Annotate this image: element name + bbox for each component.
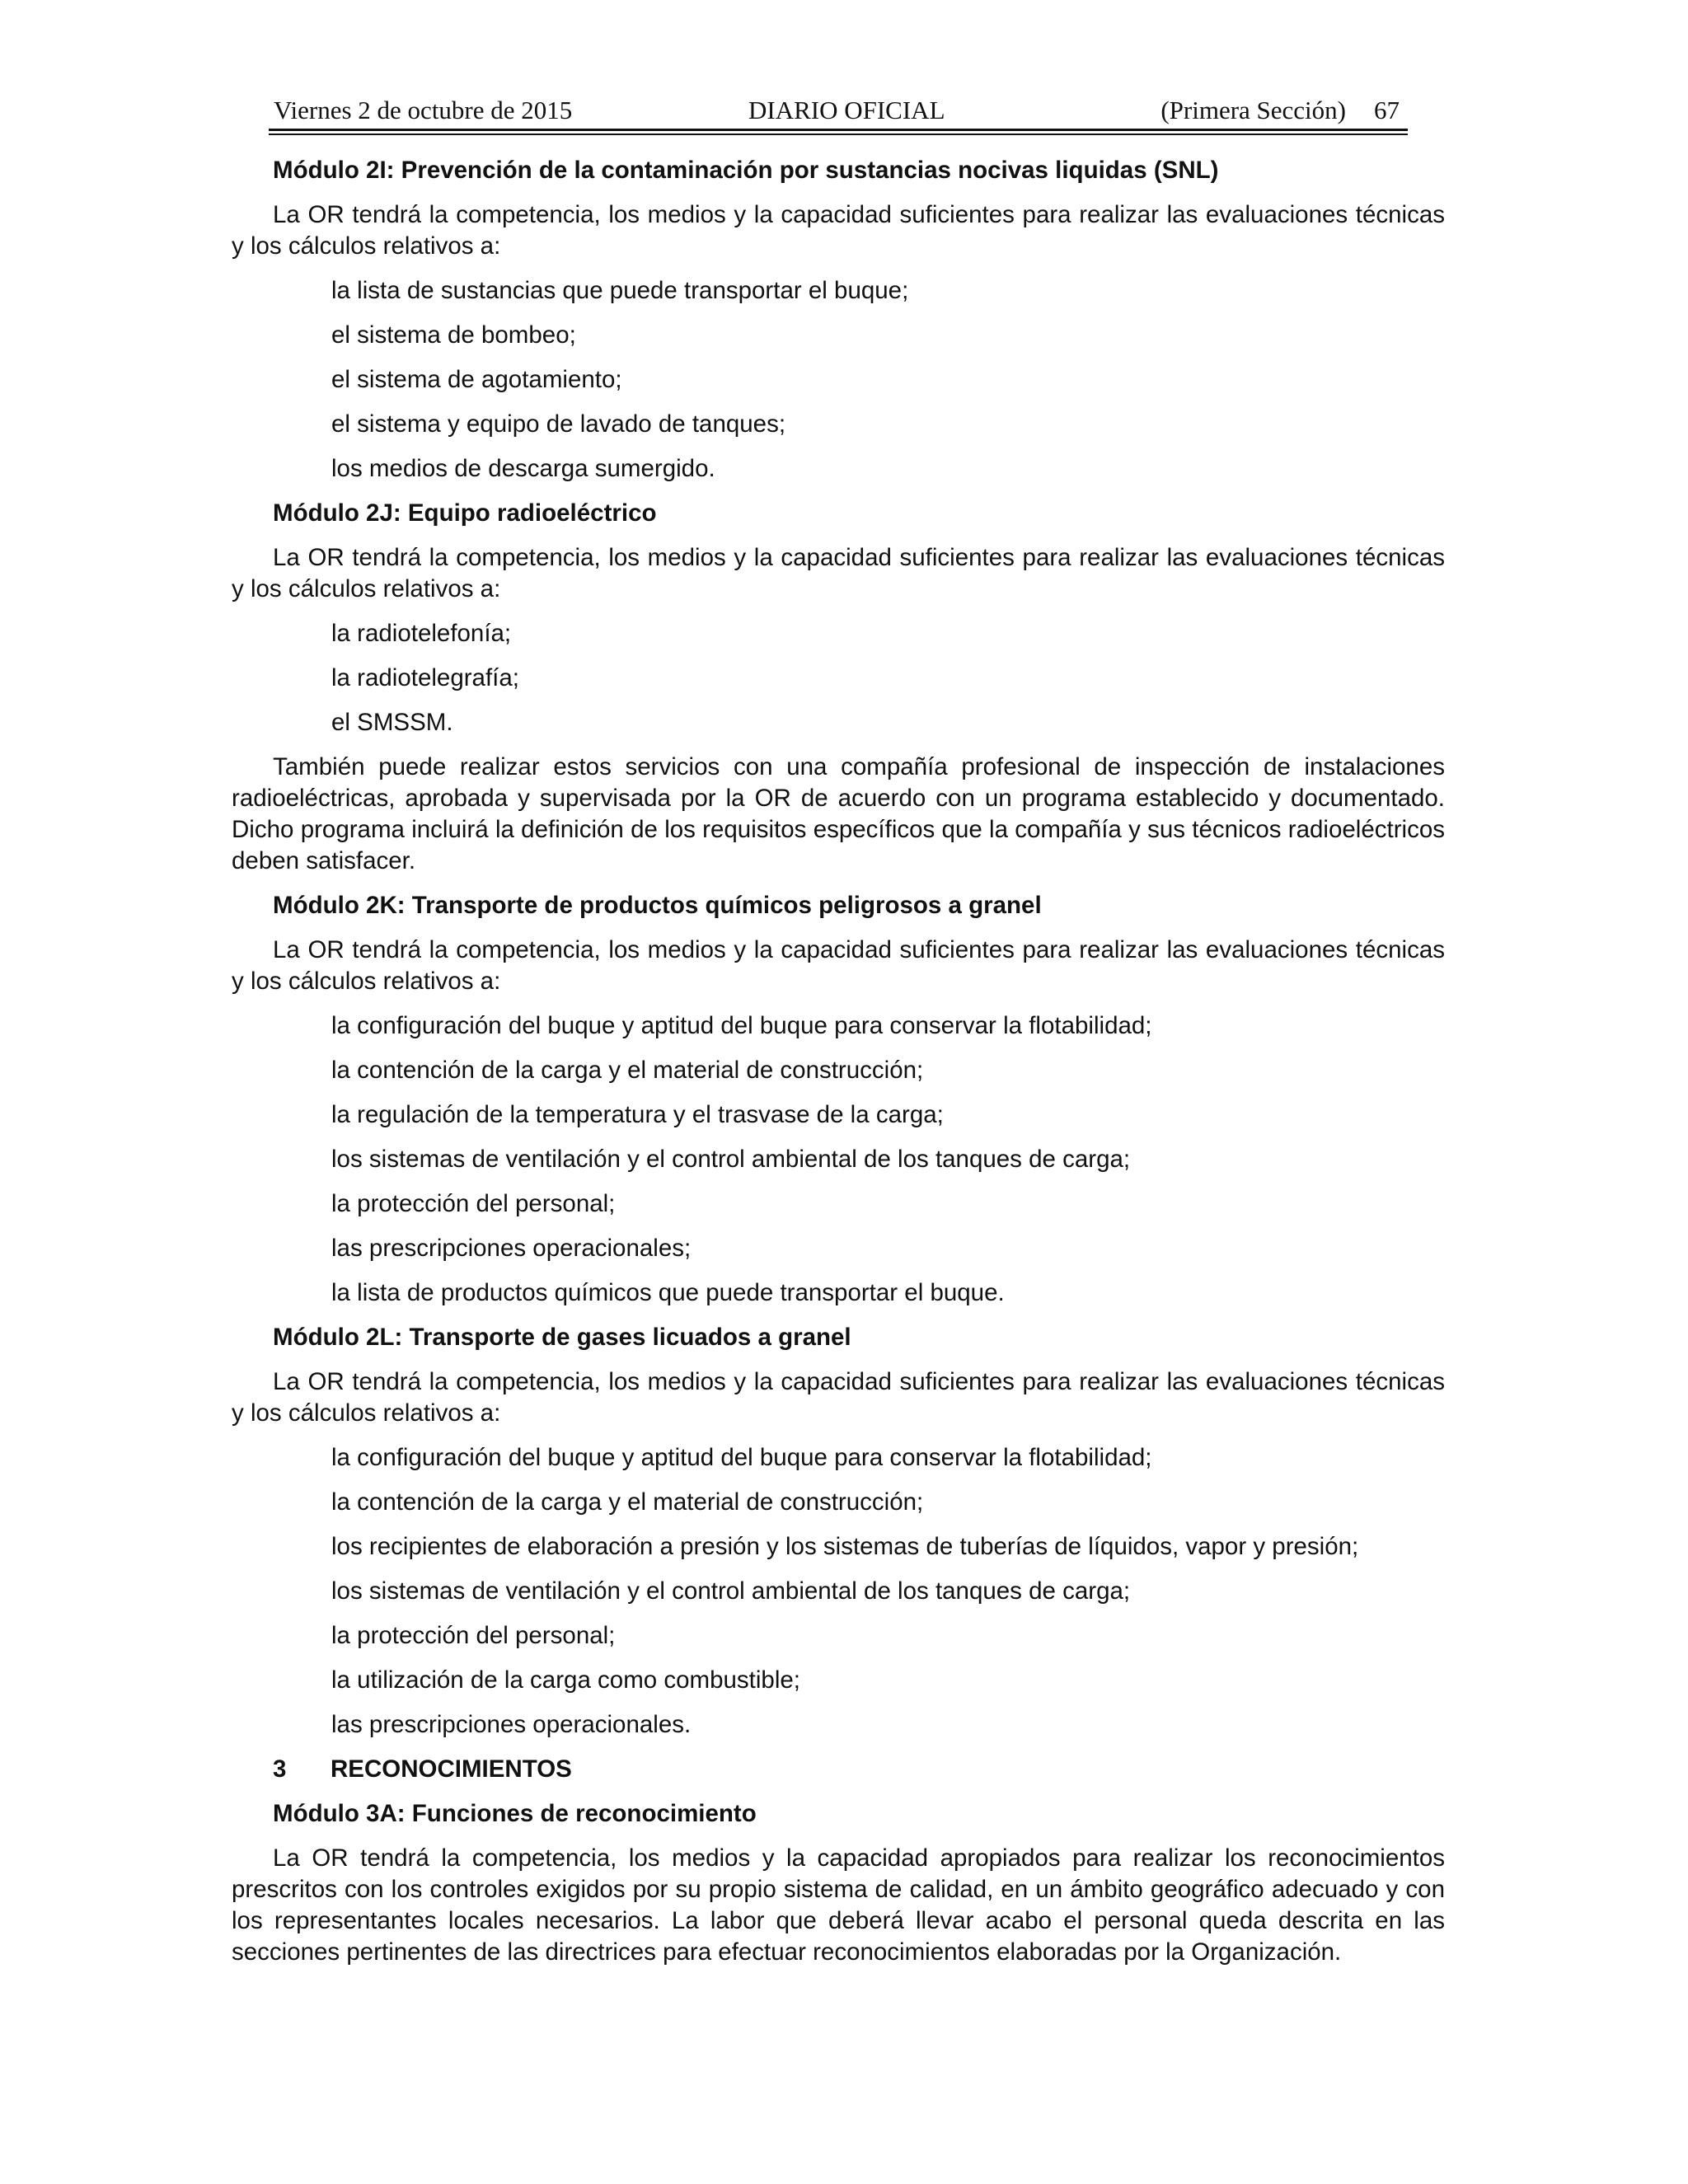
header-page-number: 67 (1374, 96, 1400, 124)
module-2j-item: la radiotelegrafía; (331, 664, 519, 691)
module-2k-item: las prescripciones operacionales; (331, 1235, 692, 1262)
module-2i-item: el sistema de bombeo; (331, 321, 576, 349)
module-2l-item: la contención de la carga y el material de construcción; (331, 1488, 924, 1516)
module-2l-item: los sistemas de ventilación y el control ambiental de los tanques de carga; (331, 1577, 1131, 1605)
header-section: (Primera Sección) (1160, 96, 1346, 124)
module-2i-title: Módulo 2I: Prevención de la contaminación por sustancias nocivas liquidas (SNL) (273, 157, 1219, 184)
module-2l-title: Módulo 2L: Transporte de gases licuados a granel (273, 1324, 851, 1351)
module-2j-item: la radiotelefonía; (331, 620, 512, 647)
module-2j-title: Módulo 2J: Equipo radioeléctrico (273, 499, 657, 527)
module-2k-item: la lista de productos químicos que puede transportar el buque. (331, 1279, 1005, 1306)
module-2i-item: la lista de sustancias que puede transportar el buque; (331, 277, 909, 304)
header-rule-bottom (269, 134, 1408, 135)
module-2k-item: la regulación de la temperatura y el trasvase de la carga; (331, 1101, 944, 1128)
module-2k-item: los sistemas de ventilación y el control ambiental de los tanques de carga; (331, 1146, 1131, 1173)
module-2l-item: las prescripciones operacionales. (331, 1711, 692, 1738)
header-publication: DIARIO OFICIAL (748, 96, 945, 124)
module-2j-intro: La OR tendrá la competencia, los medios y la capacidad suficientes para realizar las evaluaciones técnicas y los cálculos relativos a: (232, 544, 1445, 602)
module-2k-item: la contención de la carga y el material de construcción; (331, 1057, 924, 1084)
module-2l-item: la utilización de la carga como combustible; (331, 1666, 800, 1694)
module-2l-item: la protección del personal; (331, 1622, 616, 1649)
module-2j-note: También puede realizar estos servicios con una compañía profesional de inspección de instalaciones radioeléctricas, aprobada y supervisada por la OR de acuerdo con un programa establecido y documentado. Dicho programa incluirá la definición de los requisitos específicos que la compañía y sus técnicos radioeléctricos deben satisfacer. (232, 753, 1445, 874)
section-3-title: RECONOCIMIENTOS (331, 1755, 572, 1783)
document-body (232, 155, 1445, 1981)
header-right (1160, 92, 1400, 129)
module-3a-intro: La OR tendrá la competencia, los medios y la capacidad apropiados para realizar los reconocimientos prescritos con los controles exigidos por su propio sistema de calidad, en un ámbito geográfico adecuado y con los representantes locales necesarios. La labor que deberá llevar acabo el personal queda descrita en las secciones pertinentes de las directrices para efectuar reconocimientos elaboradas por la Organización. (232, 1844, 1445, 1966)
module-2l-item: la configuración del buque y aptitud del buque para conservar la flotabilidad; (331, 1444, 1152, 1471)
module-2i-item: el sistema de agotamiento; (331, 366, 622, 393)
module-3a-title: Módulo 3A: Funciones de reconocimiento (273, 1800, 757, 1827)
module-2k-item: la protección del personal; (331, 1190, 616, 1217)
module-2l-intro: La OR tendrá la competencia, los medios y la capacidad suficientes para realizar las evaluaciones técnicas y los cálculos relativos a: (232, 1368, 1445, 1427)
header-rule-top (269, 129, 1408, 131)
module-2k-item: la configuración del buque y aptitud del buque para conservar la flotabilidad; (331, 1012, 1152, 1039)
module-2l-item: los recipientes de elaboración a presión y los sistemas de tuberías de líquidos, vapor y presión; (331, 1533, 1359, 1560)
module-2i-item: los medios de descarga sumergido. (331, 455, 715, 482)
module-2j-item: el SMSSM. (331, 709, 453, 736)
page-header (270, 92, 1404, 129)
module-2i-intro: La OR tendrá la competencia, los medios y la capacidad suficientes para realizar las evaluaciones técnicas y los cálculos relativos a: (232, 201, 1445, 260)
header-date: Viernes 2 de octubre de 2015 (274, 96, 573, 124)
module-2k-title: Módulo 2K: Transporte de productos químicos peligrosos a granel (273, 892, 1042, 919)
section-3-number: 3 (273, 1755, 287, 1783)
module-2k-intro: La OR tendrá la competencia, los medios y la capacidad suficientes para realizar las evaluaciones técnicas y los cálculos relativos a: (232, 936, 1445, 995)
module-2i-item: el sistema y equipo de lavado de tanques; (331, 410, 786, 438)
section-3-heading (232, 1754, 1445, 1785)
